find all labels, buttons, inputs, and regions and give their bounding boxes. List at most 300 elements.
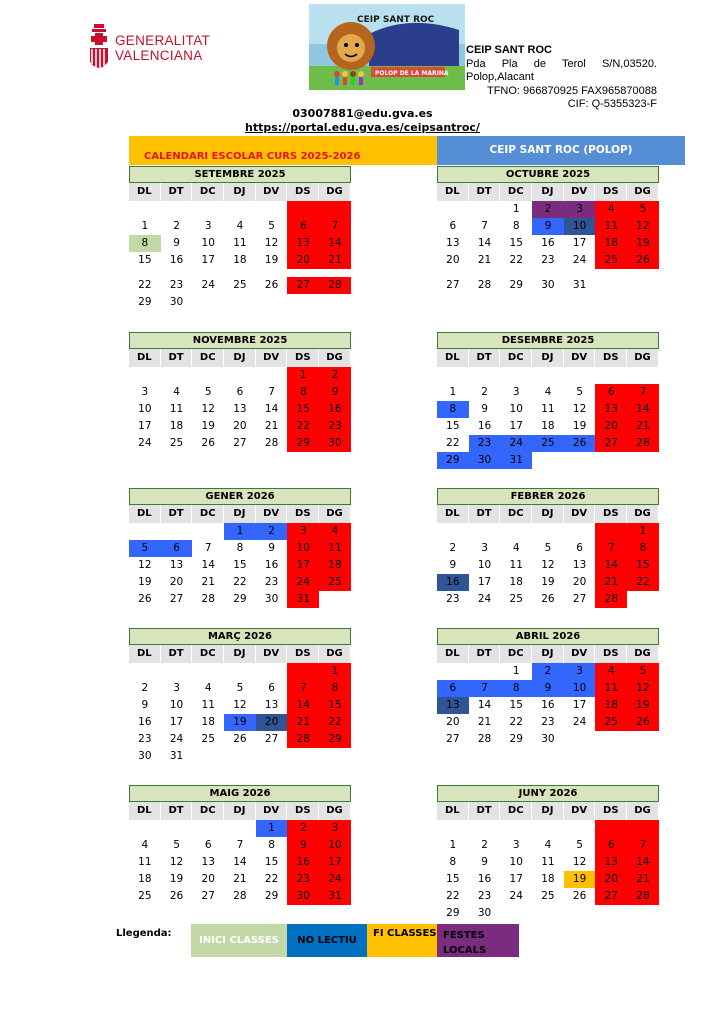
day-cell: 15 (138, 254, 152, 266)
day-cell: 18 (138, 873, 152, 885)
day-cell: 9 (287, 837, 319, 854)
day-cell: 30 (469, 452, 501, 469)
day-cell (256, 201, 288, 218)
day-cell: 27 (233, 437, 247, 449)
day-cell: 13 (595, 854, 627, 871)
day-cell: 29 (509, 279, 523, 291)
weekday-header: DC (192, 645, 224, 663)
day-cell: 18 (595, 697, 627, 714)
day-cell: 16 (477, 873, 492, 885)
day-cell: 14 (627, 401, 659, 418)
day-cell (287, 663, 319, 680)
week-row (129, 888, 351, 905)
weekday-header: DV (564, 183, 596, 201)
day-cell: 19 (564, 871, 596, 888)
day-cell: 31 (500, 452, 532, 469)
day-cell: 7 (268, 386, 275, 398)
day-cell: 10 (509, 856, 523, 868)
weekday-header: DJ (532, 645, 564, 663)
day-cell: 8 (287, 384, 319, 401)
day-cell: 1 (512, 203, 520, 215)
day-cell: 4 (173, 386, 180, 398)
day-cell: 6 (287, 218, 319, 235)
day-cell: 11 (233, 237, 247, 249)
day-cell: 30 (541, 733, 555, 745)
weekday-header: DC (192, 505, 224, 523)
day-cell: 12 (627, 680, 659, 697)
week-row (437, 871, 659, 888)
day-cell (469, 523, 501, 540)
day-cell: 17 (509, 420, 523, 432)
day-cell: 26 (233, 733, 247, 745)
weekday-header: DS (595, 505, 627, 523)
day-cell: 1 (449, 386, 457, 398)
day-cell: 26 (169, 890, 184, 902)
weekday-header: DL (129, 645, 161, 663)
day-cell: 3 (141, 386, 149, 398)
day-cell: 14 (287, 697, 319, 714)
weekday-header: DG (319, 505, 351, 523)
day-cell: 14 (477, 699, 492, 711)
week-row (129, 401, 351, 418)
weekday-header: DJ (532, 183, 564, 201)
day-cell: 11 (595, 218, 627, 235)
day-cell: 2 (532, 201, 564, 218)
day-cell: 28 (264, 437, 279, 449)
week-row (437, 820, 659, 837)
day-cell: 28 (287, 731, 319, 748)
weekday-header: DL (129, 505, 161, 523)
week-row (129, 697, 351, 714)
week-row (129, 384, 351, 401)
day-cell: 1 (449, 839, 457, 851)
day-cell: 13 (264, 699, 279, 711)
day-cell (500, 905, 532, 922)
week-spacer (129, 269, 351, 277)
day-cell (500, 820, 532, 837)
month-calendar (129, 332, 351, 452)
day-cell: 16 (264, 559, 279, 571)
day-cell: 2 (319, 367, 351, 384)
day-cell (595, 905, 627, 922)
day-cell (161, 523, 193, 540)
day-cell: 9 (173, 237, 180, 249)
weekday-header: DG (319, 183, 351, 201)
day-cell: 9 (532, 680, 564, 697)
week-row (129, 557, 351, 574)
day-cell: 22 (233, 576, 247, 588)
day-cell: 16 (287, 854, 319, 871)
day-cell: 15 (627, 557, 659, 574)
day-cell: 23 (138, 733, 152, 745)
week-row (437, 384, 659, 401)
day-cell: 20 (256, 714, 288, 731)
day-cell: 27 (572, 593, 587, 605)
day-cell: 17 (169, 716, 184, 728)
weekday-header: DS (595, 645, 627, 663)
day-cell: 8 (268, 839, 275, 851)
day-cell: 28 (319, 277, 351, 294)
week-row (437, 452, 659, 469)
day-cell (627, 277, 659, 294)
day-cell: 24 (500, 435, 532, 452)
legend-festes-line2: LOCALS (443, 945, 487, 956)
day-cell: 6 (449, 220, 457, 232)
day-cell: 20 (446, 716, 460, 728)
week-row (129, 731, 351, 748)
day-cell: 7 (469, 680, 501, 697)
day-cell: 18 (169, 420, 184, 432)
day-cell: 29 (138, 296, 152, 308)
day-cell: 26 (572, 890, 587, 902)
day-cell: 26 (627, 252, 659, 269)
day-cell: 4 (595, 201, 627, 218)
day-cell (437, 367, 469, 384)
day-cell: 16 (477, 420, 492, 432)
day-cell: 5 (236, 682, 244, 694)
day-cell: 26 (264, 279, 279, 291)
weekday-header: DL (437, 183, 469, 201)
week-row (129, 748, 351, 765)
weekday-header: DL (129, 349, 161, 367)
day-cell (224, 748, 256, 765)
day-cell: 11 (319, 540, 351, 557)
day-cell: 30 (319, 435, 351, 452)
day-cell (532, 452, 564, 469)
weekday-header: DT (469, 505, 501, 523)
day-cell: 23 (264, 576, 279, 588)
day-cell (595, 820, 627, 837)
day-cell: 13 (437, 697, 469, 714)
day-cell: 20 (287, 252, 319, 269)
day-cell: 14 (264, 403, 279, 415)
day-cell: 4 (512, 542, 520, 554)
day-cell: 10 (201, 237, 215, 249)
day-cell: 25 (595, 252, 627, 269)
month-calendar (129, 488, 351, 608)
school-name: CEIP SANT ROC (466, 44, 552, 56)
week-row (129, 871, 351, 888)
day-cell: 19 (138, 576, 152, 588)
day-cell: 2 (532, 663, 564, 680)
day-cell: 22 (287, 418, 319, 435)
day-cell: 7 (627, 384, 659, 401)
day-cell: 20 (595, 871, 627, 888)
day-cell: 10 (477, 559, 492, 571)
day-cell: 31 (287, 591, 319, 608)
day-cell: 17 (572, 237, 587, 249)
day-cell (532, 523, 564, 540)
day-cell: 22 (509, 254, 523, 266)
day-cell: 10 (138, 403, 152, 415)
day-cell: 27 (446, 733, 460, 745)
weekday-header: DL (437, 645, 469, 663)
weekday-header: DG (627, 183, 659, 201)
week-row (437, 854, 659, 871)
day-cell: 19 (541, 576, 555, 588)
weekday-header: DJ (532, 349, 564, 367)
day-cell: 28 (595, 591, 627, 608)
day-cell: 6 (595, 837, 627, 854)
weekday-header: DL (437, 349, 469, 367)
day-cell: 23 (287, 871, 319, 888)
weekday-header: DT (161, 505, 193, 523)
day-cell: 15 (287, 401, 319, 418)
day-cell (319, 201, 351, 218)
school-url-link[interactable]: https://portal.edu.gva.es/ceipsantroc/ (245, 121, 480, 134)
day-cell: 11 (595, 680, 627, 697)
month-calendar (437, 488, 659, 608)
day-cell: 10 (509, 403, 523, 415)
day-cell (129, 367, 161, 384)
day-cell: 19 (572, 420, 587, 432)
gva-logo-line1: GENERALITAT (115, 33, 211, 48)
generalitat-logo (88, 22, 238, 74)
day-cell: 29 (437, 452, 469, 469)
day-cell: 21 (287, 714, 319, 731)
day-cell (627, 905, 659, 922)
month-calendar (437, 628, 659, 748)
day-cell (161, 820, 193, 837)
day-cell: 13 (595, 401, 627, 418)
day-cell: 5 (268, 220, 275, 232)
day-cell: 15 (509, 237, 523, 249)
month-title: SETEMBRE 2025 (129, 166, 351, 183)
month-calendar (437, 332, 659, 469)
week-row (129, 367, 351, 384)
day-cell: 27 (264, 733, 279, 745)
week-row (437, 905, 659, 922)
weekday-header: DT (161, 802, 193, 820)
weekday-header: DC (500, 802, 532, 820)
day-cell (564, 731, 596, 748)
weekday-header: DV (564, 802, 596, 820)
day-cell: 11 (541, 856, 555, 868)
day-cell: 19 (264, 254, 279, 266)
week-row (437, 367, 659, 384)
weekday-header: DG (627, 645, 659, 663)
month-title: JUNY 2026 (437, 785, 659, 802)
day-cell: 21 (319, 252, 351, 269)
weekday-header: DT (469, 183, 501, 201)
day-cell (564, 452, 596, 469)
day-cell: 4 (544, 386, 552, 398)
day-cell: 24 (201, 279, 215, 291)
day-cell: 5 (627, 663, 659, 680)
day-cell: 21 (595, 574, 627, 591)
week-row (129, 663, 351, 680)
day-cell: 29 (509, 733, 523, 745)
day-cell: 1 (512, 665, 520, 677)
day-cell: 13 (572, 559, 587, 571)
day-cell: 18 (233, 254, 247, 266)
week-row (129, 854, 351, 871)
day-cell: 18 (201, 716, 215, 728)
day-cell: 9 (532, 218, 564, 235)
week-row (437, 523, 659, 540)
week-row (437, 663, 659, 680)
weekday-header: DS (595, 349, 627, 367)
day-cell: 29 (446, 907, 460, 919)
day-cell: 1 (224, 523, 256, 540)
day-cell (319, 591, 351, 608)
day-cell: 23 (541, 716, 555, 728)
day-cell: 28 (627, 888, 659, 905)
day-cell: 5 (204, 386, 212, 398)
weekday-header: DV (256, 505, 288, 523)
day-cell: 20 (572, 576, 587, 588)
day-cell: 3 (512, 386, 520, 398)
day-cell: 11 (169, 403, 184, 415)
weekday-header: DG (627, 505, 659, 523)
day-cell (256, 367, 288, 384)
day-cell: 9 (319, 384, 351, 401)
day-cell: 26 (138, 593, 152, 605)
day-cell: 14 (319, 235, 351, 252)
day-cell (500, 367, 532, 384)
day-cell (161, 367, 193, 384)
day-cell: 8 (437, 401, 469, 418)
week-row (129, 235, 351, 252)
day-cell: 22 (138, 279, 152, 291)
month-title: MARÇ 2026 (129, 628, 351, 645)
week-row (129, 714, 351, 731)
day-cell: 22 (319, 714, 351, 731)
day-cell: 24 (572, 716, 587, 728)
school-logo-text2: POLOP DE LA MARINA (375, 70, 449, 77)
day-cell: 31 (319, 888, 351, 905)
day-cell: 3 (173, 682, 180, 694)
week-spacer (437, 269, 659, 277)
day-cell: 6 (576, 542, 583, 554)
day-cell: 10 (319, 837, 351, 854)
day-cell: 13 (287, 235, 319, 252)
day-cell: 16 (541, 699, 555, 711)
week-row (437, 218, 659, 235)
day-cell: 30 (264, 593, 279, 605)
day-cell: 25 (138, 890, 152, 902)
weekday-header: DL (437, 505, 469, 523)
week-row (129, 540, 351, 557)
day-cell: 4 (204, 682, 212, 694)
day-cell: 28 (201, 593, 215, 605)
day-cell: 26 (627, 714, 659, 731)
day-cell: 7 (595, 540, 627, 557)
week-row (437, 277, 659, 294)
calendar-title: CALENDARI ESCOLAR CURS 2025-2026 (144, 151, 361, 162)
day-cell (532, 905, 564, 922)
day-cell: 20 (233, 420, 247, 432)
weekday-header: DL (129, 183, 161, 201)
day-cell: 12 (572, 856, 587, 868)
day-cell: 4 (319, 523, 351, 540)
day-cell: 8 (500, 680, 532, 697)
legend-inici-classes: INICI CLASSES (191, 924, 287, 957)
month-calendar (129, 166, 351, 311)
school-email[interactable]: 03007881@edu.gva.es (292, 107, 433, 120)
day-cell (532, 367, 564, 384)
day-cell: 21 (477, 716, 492, 728)
weekday-header: DG (319, 802, 351, 820)
weekday-header: DS (287, 183, 319, 201)
day-cell: 29 (264, 890, 279, 902)
day-cell: 7 (287, 680, 319, 697)
day-cell: 19 (627, 235, 659, 252)
day-cell (129, 523, 161, 540)
day-cell (595, 523, 627, 540)
day-cell: 18 (541, 420, 555, 432)
day-cell: 16 (437, 574, 469, 591)
day-cell: 6 (595, 384, 627, 401)
day-cell: 27 (169, 593, 184, 605)
day-cell: 15 (319, 697, 351, 714)
day-cell (627, 820, 659, 837)
day-cell: 20 (446, 254, 460, 266)
day-cell: 15 (233, 559, 247, 571)
day-cell: 24 (169, 733, 184, 745)
day-cell: 2 (481, 839, 488, 851)
day-cell (595, 452, 627, 469)
weekday-header: DS (287, 349, 319, 367)
day-cell: 19 (201, 420, 215, 432)
weekday-header: DT (161, 349, 193, 367)
week-row (437, 235, 659, 252)
day-cell: 11 (541, 403, 555, 415)
weekday-header-row (129, 645, 351, 663)
day-cell: 8 (319, 680, 351, 697)
day-cell: 7 (481, 220, 488, 232)
day-cell: 12 (264, 237, 279, 249)
day-cell: 23 (477, 890, 492, 902)
weekday-header-row (437, 349, 659, 367)
day-cell: 9 (481, 856, 488, 868)
weekday-header: DV (564, 349, 596, 367)
day-cell: 19 (169, 873, 184, 885)
day-cell (192, 367, 224, 384)
day-cell (192, 201, 224, 218)
day-cell: 12 (169, 856, 184, 868)
day-cell (437, 523, 469, 540)
day-cell: 22 (509, 716, 523, 728)
day-cell (224, 201, 256, 218)
day-cell (256, 663, 288, 680)
day-cell: 20 (595, 418, 627, 435)
weekday-header: DC (500, 645, 532, 663)
day-cell (595, 731, 627, 748)
day-cell: 11 (138, 856, 152, 868)
week-row (129, 820, 351, 837)
weekday-header: DJ (224, 645, 256, 663)
day-cell: 8 (236, 542, 244, 554)
weekday-header-row (437, 645, 659, 663)
day-cell (256, 748, 288, 765)
day-cell (161, 663, 193, 680)
day-cell: 2 (287, 820, 319, 837)
weekday-header: DJ (224, 183, 256, 201)
day-cell: 22 (264, 873, 279, 885)
day-cell: 12 (572, 403, 587, 415)
week-row (437, 714, 659, 731)
day-cell: 8 (627, 540, 659, 557)
cif: CIF: Q-5355323-F (567, 98, 657, 110)
day-cell (595, 367, 627, 384)
day-cell: 27 (446, 279, 460, 291)
week-row (129, 435, 351, 452)
day-cell: 14 (477, 237, 492, 249)
month-title: GENER 2026 (129, 488, 351, 505)
day-cell (192, 294, 224, 311)
month-title: OCTUBRE 2025 (437, 166, 659, 183)
